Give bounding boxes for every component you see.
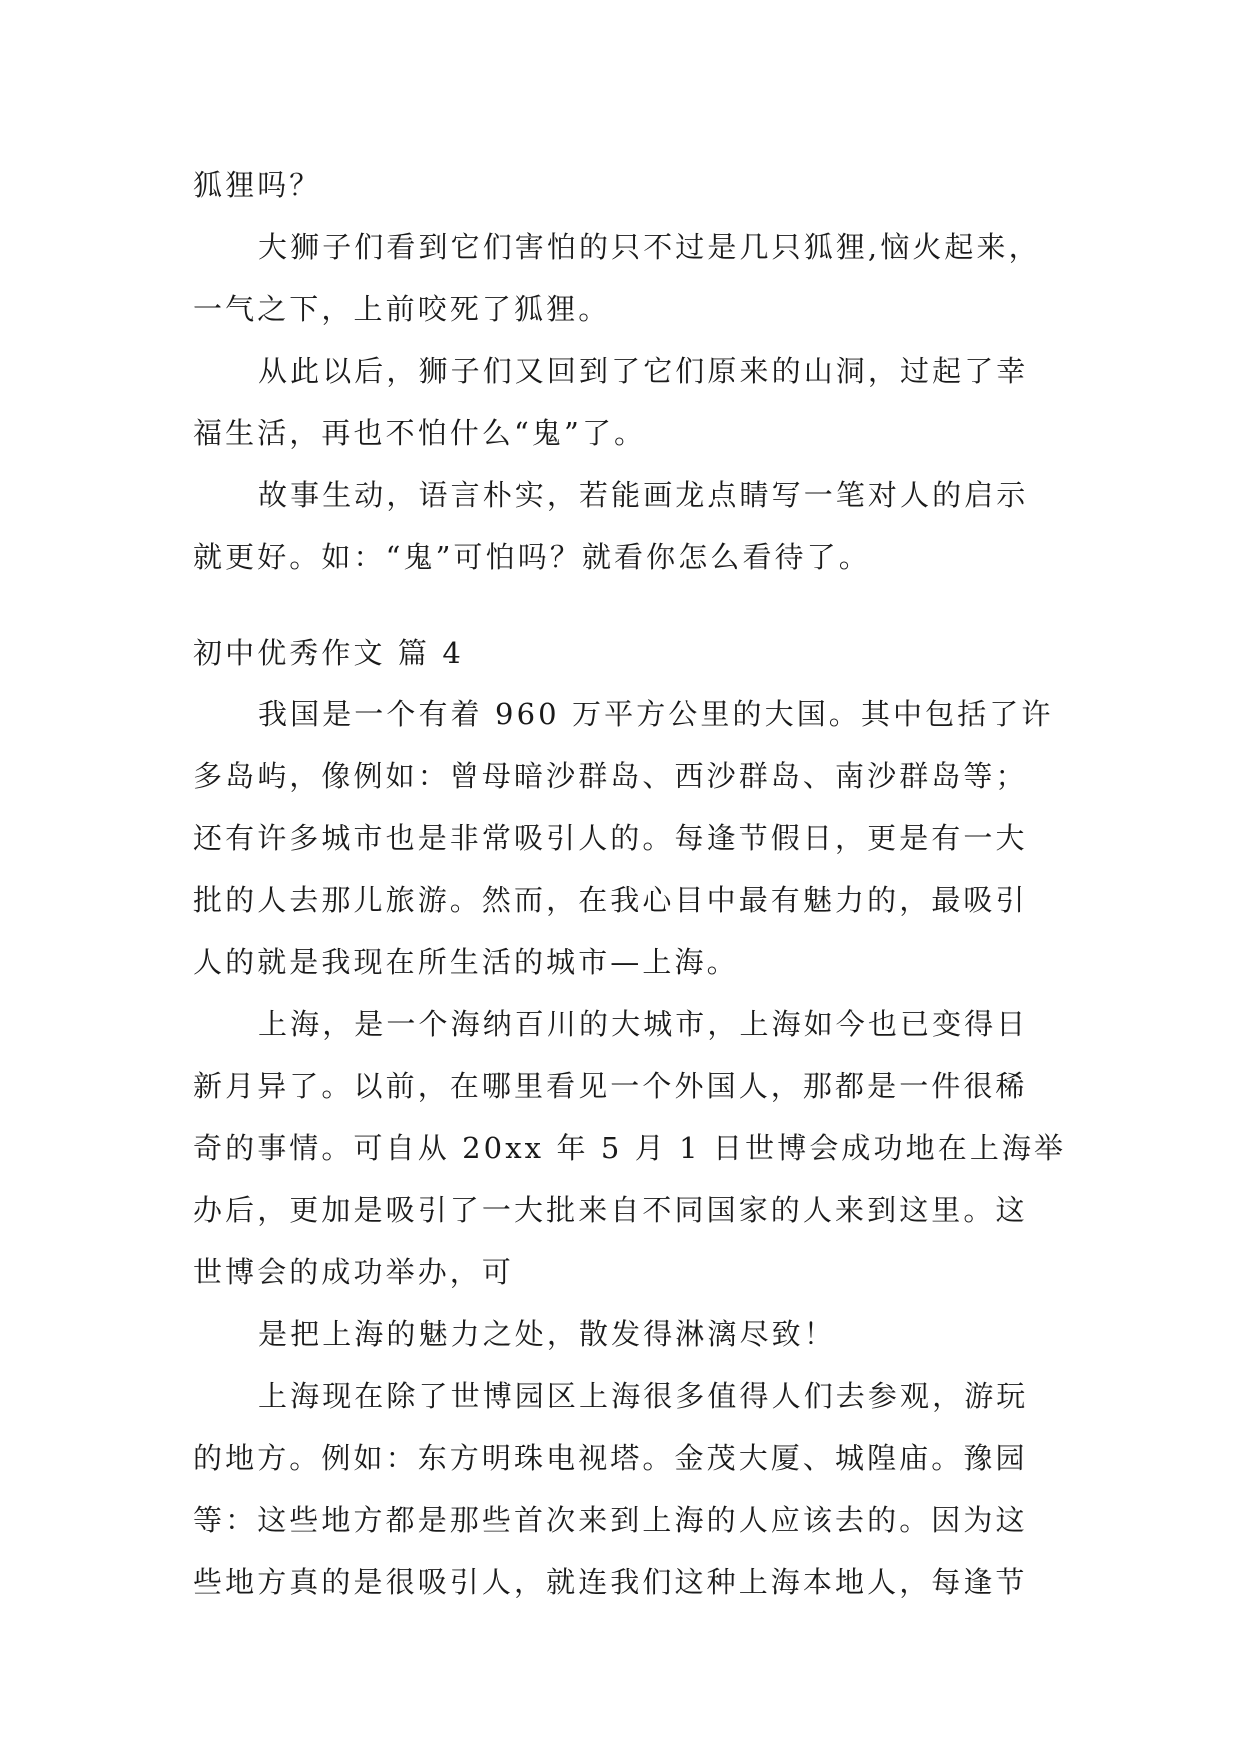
paragraph-line: 福生活，再也不怕什么“鬼”了。: [193, 416, 647, 450]
paragraph-line: 世博会的成功举办，可: [193, 1255, 515, 1289]
paragraph-line: 故事生动，语言朴实，若能画龙点睛写一笔对人的启示: [258, 478, 1029, 512]
paragraph-line: 还有许多城市也是非常吸引人的。每逢节假日，更是有一大: [193, 821, 1028, 855]
text-line: 狐狸吗？: [193, 168, 322, 202]
paragraph-line: 些地方真的是很吸引人，就连我们这种上海本地人，每逢节: [193, 1565, 1028, 1599]
section-heading: 初中优秀作文 篇 4: [193, 636, 464, 670]
paragraph-line: 我国是一个有着 960 万平方公里的大国。其中包括了许: [258, 697, 1054, 731]
paragraph-line: 批的人去那儿旅游。然而，在我心目中最有魅力的，最吸引: [193, 883, 1028, 917]
paragraph-line: 奇的事情。可自从 20xx 年 5 月 1 日世博会成功地在上海举: [193, 1131, 1067, 1165]
paragraph-line: 办后，更加是吸引了一大批来自不同国家的人来到这里。这: [193, 1193, 1028, 1227]
paragraph-line: 从此以后，狮子们又回到了它们原来的山洞，过起了幸: [258, 354, 1029, 388]
paragraph-line: 多岛屿，像例如：曾母暗沙群岛、西沙群岛、南沙群岛等；: [193, 759, 1028, 793]
paragraph-line: 是把上海的魅力之处，散发得淋漓尽致！: [258, 1317, 836, 1351]
paragraph-line: 新月异了。以前，在哪里看见一个外国人，那都是一件很稀: [193, 1069, 1028, 1103]
paragraph-line: 的地方。例如：东方明珠电视塔。金茂大厦、城隍庙。豫园: [193, 1441, 1028, 1475]
paragraph-line: 等：这些地方都是那些首次来到上海的人应该去的。因为这: [193, 1503, 1028, 1537]
paragraph-line: 人的就是我现在所生活的城市—上海。: [193, 945, 739, 979]
paragraph-line: 就更好。如：“鬼”可怕吗？就看你怎么看待了。: [193, 540, 871, 574]
paragraph-line: 上海现在除了世博园区上海很多值得人们去参观，游玩: [258, 1379, 1029, 1413]
paragraph-line: 大狮子们看到它们害怕的只不过是几只狐狸,恼火起来，: [258, 230, 1041, 264]
paragraph-line: 一气之下，上前咬死了狐狸。: [193, 292, 611, 326]
paragraph-line: 上海，是一个海纳百川的大城市，上海如今也已变得日: [258, 1007, 1029, 1041]
